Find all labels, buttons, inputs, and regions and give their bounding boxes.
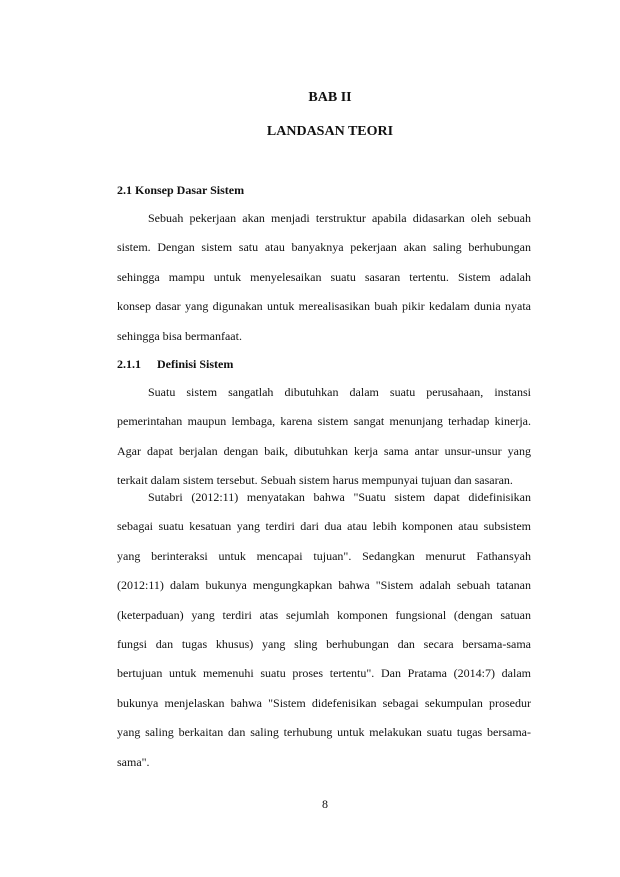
chapter-title: LANDASAN TEORI [266, 124, 394, 139]
paragraph-line: sehingga mampu untuk menyelesaikan suatu sasaran tertentu. Sistem adalah [117, 269, 531, 284]
paragraph-line: Sebuah pekerjaan akan menjadi terstruktur apabila didasarkan oleh sebuah [148, 211, 531, 225]
chapter-label: BAB II [308, 90, 352, 105]
section-paragraph [117, 204, 531, 351]
subsection-paragraph-1 [117, 378, 531, 496]
paragraph-line: bukunya menjelaskan bahwa "Sistem didefenisikan sebagai sekumpulan prosedur [117, 695, 531, 710]
paragraph-line: sebagai suatu kesatuan yang terdiri dari dua atau lebih komponen atau subsistem [117, 519, 531, 534]
paragraph-line: pemerintahan maupun lembaga, karena sistem sangat menunjang terhadap kinerja. [117, 414, 531, 429]
paragraph-line: (keterpaduan) yang terdiri atas sejumlah komponen fungsional (dengan satuan [117, 607, 531, 622]
paragraph-line: konsep dasar yang digunakan untuk merealisasikan buah pikir kedalam dunia nyata [117, 299, 531, 314]
subsection-number: 2.1.1 [117, 357, 141, 371]
paragraph-line: sama". [117, 754, 150, 769]
paragraph-line: sehingga bisa bermanfaat. [117, 328, 242, 343]
subsection-title: Definisi Sistem [157, 357, 234, 371]
page-number: 8 [322, 797, 328, 811]
paragraph-line: bertujuan untuk memenuhi suatu proses tertentu". Dan Pratama (2014:7) dalam [117, 666, 531, 681]
paragraph-line: (2012:11) dalam bukunya mengungkapkan bahwa "Sistem adalah sebuah tatanan [117, 578, 531, 593]
paragraph-line: terkait dalam sistem tersebut. Sebuah sistem harus mempunyai tujuan dan sasaran. [117, 473, 513, 488]
paragraph-line: Sutabri (2012:11) menyatakan bahwa "Suatu sistem dapat didefinisikan [148, 490, 531, 504]
section-heading: 2.1 Konsep Dasar Sistem [117, 183, 245, 197]
paragraph-line: yang berinteraksi untuk mencapai tujuan". Sedangkan menurut Fathansyah [117, 548, 531, 563]
paragraph-line: Suatu sistem sangatlah dibutuhkan dalam suatu perusahaan, instansi [148, 385, 531, 399]
subsection-heading [117, 357, 233, 372]
paragraph-line: fungsi dan tugas khusus) yang sling berhubungan dan secara bersama-sama [117, 636, 531, 651]
paragraph-line: yang saling berkaitan dan saling terhubung untuk melakukan suatu tugas bersama- [117, 725, 531, 740]
paragraph-line: sistem. Dengan sistem satu atau banyaknya pekerjaan akan saling berhubungan [117, 240, 531, 255]
subsection-paragraph-2 [117, 483, 531, 777]
paragraph-line: Agar dapat berjalan dengan baik, dibutuhkan kerja sama antar unsur-unsur yang [117, 443, 531, 458]
